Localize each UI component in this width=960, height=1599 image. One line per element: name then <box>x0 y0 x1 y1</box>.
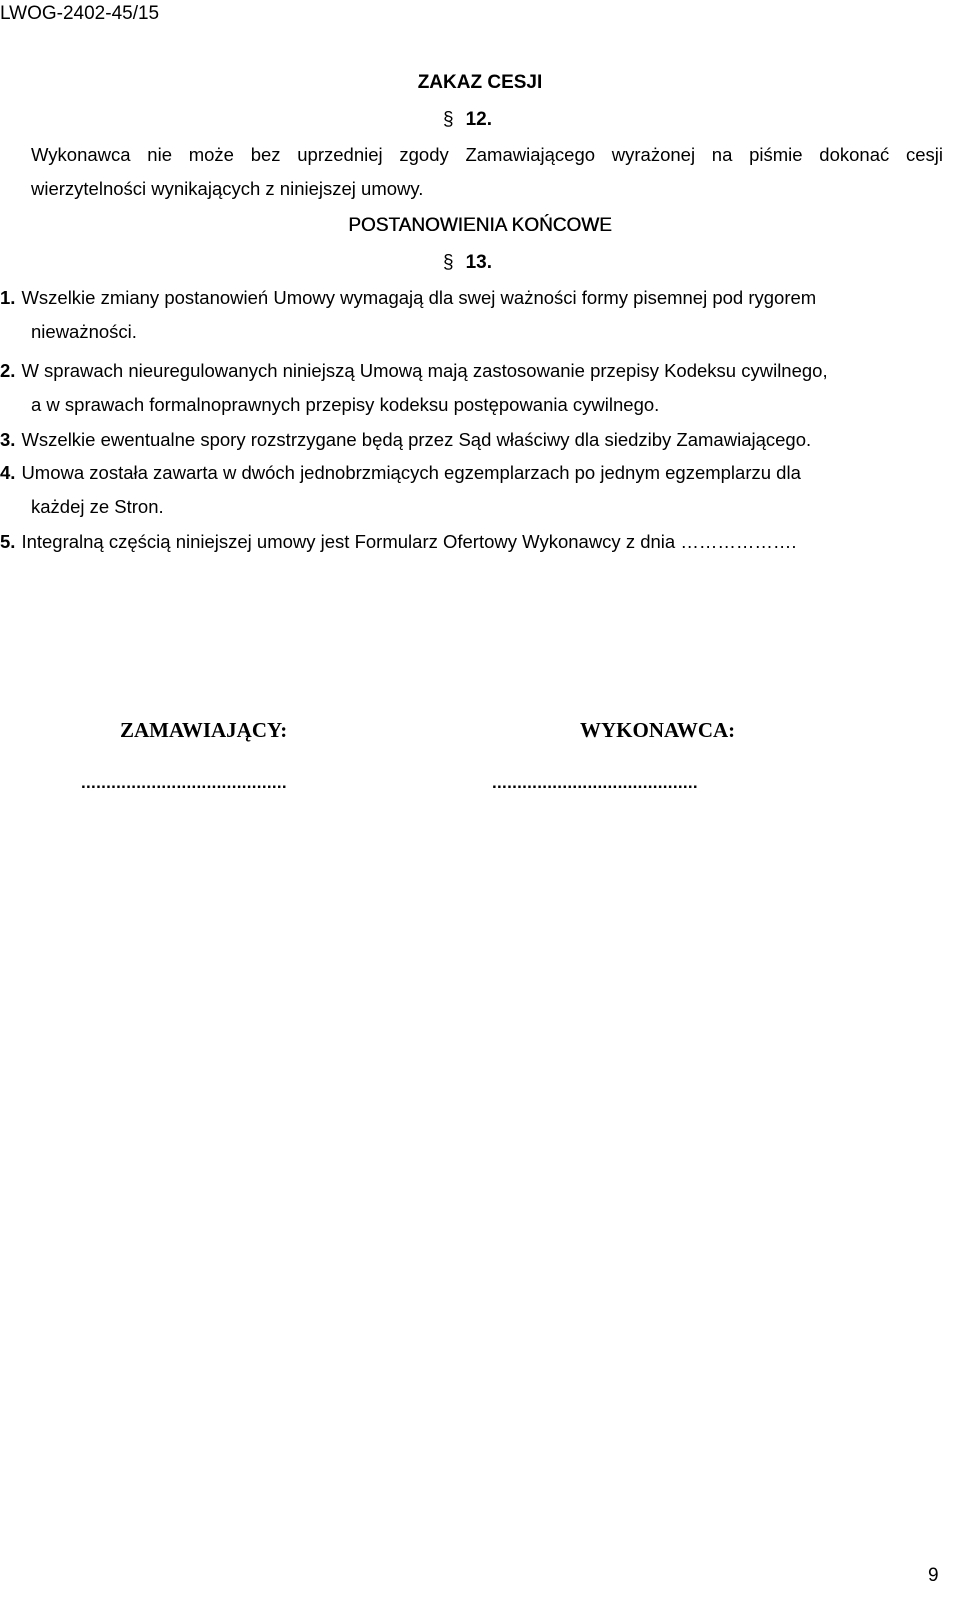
list-item-2-continuation: a w sprawach formalnoprawnych przepisy kodeksu postępowania cywilnego. <box>31 394 660 415</box>
paragraph-mark-12 <box>443 108 492 132</box>
paragraph-mark-13 <box>443 251 492 275</box>
list-item-2 <box>0 359 828 383</box>
list-item-4-continuation: każdej ze Stron. <box>31 496 164 517</box>
item-text: Integralną częścią niniejszej umowy jest Formularz Ofertowy Wykonawcy z dnia ………………. <box>21 531 797 552</box>
item-number: 5. <box>0 531 16 552</box>
list-item-1-continuation: nieważności. <box>31 321 137 342</box>
item-text: W sprawach nieuregulowanych niniejszą Umową mają zastosowanie przepisy Kodeksu cywilnego, <box>21 360 828 381</box>
signature-line-contractor: ......................................... <box>492 773 698 792</box>
section-title-cession: ZAKAZ CESJI <box>417 72 543 93</box>
cession-text-line-2: wierzytelności wynikających z niniejszej umowy. <box>31 178 424 199</box>
item-number: 3. <box>0 429 16 450</box>
item-text: Umowa została zawarta w dwóch jednobrzmiących egzemplarzach po jednym egzemplarzu dla <box>21 462 801 483</box>
list-item-3 <box>0 428 811 452</box>
item-text: Wszelkie ewentualne spory rozstrzygane będą przez Sąd właściwy dla siedziby Zamawiającego. <box>21 429 812 450</box>
signature-line-orderer: ......................................... <box>81 773 287 792</box>
document-id: LWOG-2402-45/15 <box>0 3 160 24</box>
item-number: 4. <box>0 462 16 483</box>
item-number: 2. <box>0 360 16 381</box>
cession-text-line-1: Wykonawca nie może bez uprzedniej zgody Zamawiającego wyrażonej na piśmie dokonać cesji <box>31 144 943 165</box>
list-item-1 <box>0 286 816 310</box>
item-number: 1. <box>0 287 16 308</box>
paragraph-number: 13. <box>465 252 492 273</box>
item-text: Wszelkie zmiany postanowień Umowy wymagają dla swej ważności formy pisemnej pod rygorem <box>21 287 817 308</box>
section-title-final: POSTANOWIENIA KOŃCOWE <box>348 215 612 236</box>
section-sign: § <box>443 109 454 130</box>
signature-label-orderer: ZAMAWIAJĄCY: <box>120 718 288 742</box>
signature-label-contractor: WYKONAWCA: <box>580 718 736 742</box>
section-sign: § <box>443 252 454 273</box>
list-item-5 <box>0 530 796 554</box>
list-item-4 <box>0 461 801 485</box>
page-number: 9 <box>928 1565 939 1586</box>
paragraph-number: 12. <box>465 109 492 130</box>
